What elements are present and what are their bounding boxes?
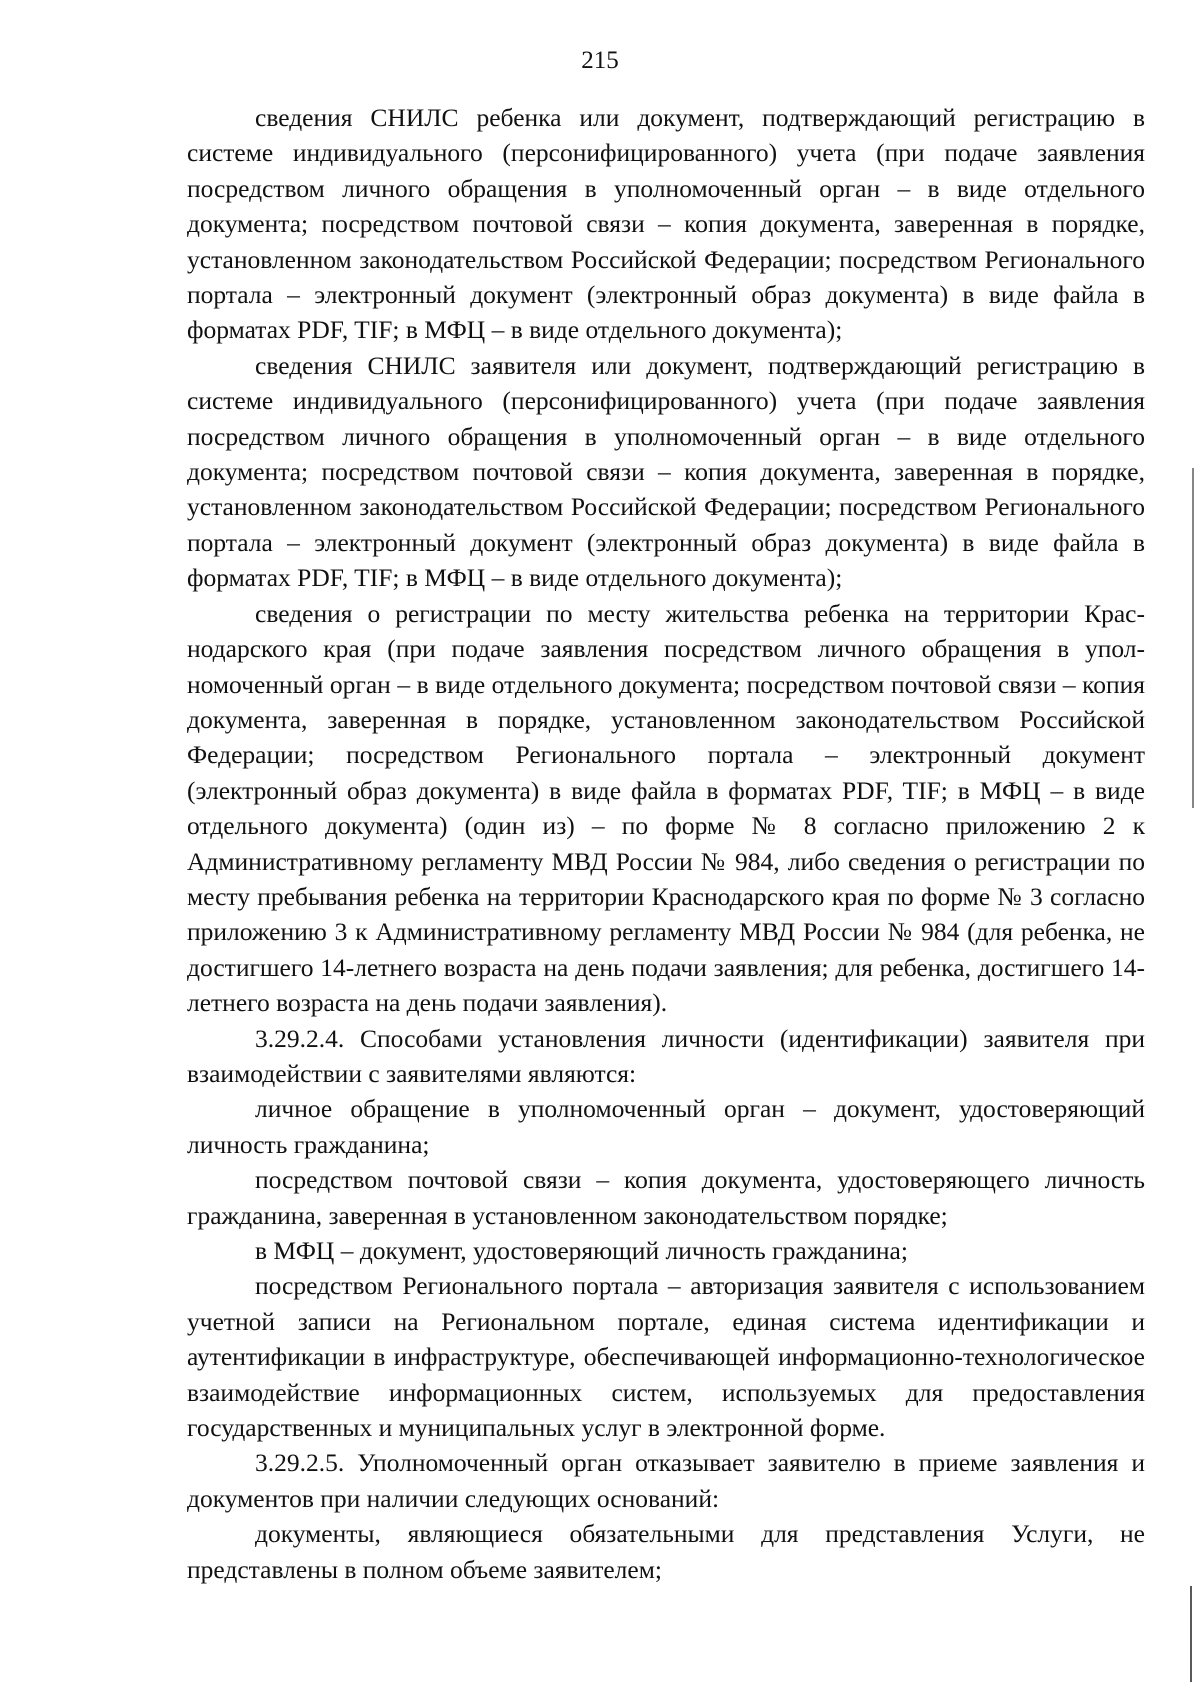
paragraph-snils-applicant: сведения СНИЛС заявителя или документ, подтверждающий регистрацию в системе индивидуального (персонифицированного) учета (при подаче заявления посредством личного обращения в уполномоченный орган – в виде отдельного документа; посредством почтовой связи – копия документа, заверенная в порядке, установленном законодательством Российской Федерации; посредством Регионального портала – электронный документ (электронный образ документа) в виде файла в форматах PDF, TIF; в МФЦ – в виде отдельного документа); <box>187 350 1145 593</box>
document-body <box>187 100 1145 1587</box>
paragraph-regional-portal: посредством Регионального портала – авторизация заявителя с использованием учетной записи на Региональном портале, единая система идентификации и аутентификации в инфраструктуре, обеспечивающей информационно-технологическое взаимодействие информационных систем, используемых для предоставления государственных и муниципальных услуг в электронной форме. <box>187 1271 1145 1443</box>
scan-mark-upper <box>1192 468 1194 808</box>
paragraph-snils-child: сведения СНИЛС ребенка или документ, подтверждающий регистрацию в системе индивидуального (персонифицированного) учета (при подаче заявления посредством личного обращения в уполномоченный орган – в виде отдельного документа; посредством почтовой связи – копия документа, заверенная в порядке, установленном законодательством Российской Федерации; посредством Регионального портала – электронный документ (электронный образ документа) в виде файла в форматах PDF, TIF; в МФЦ – в виде отдельного документа); <box>187 103 1145 345</box>
paragraph-registration-info: сведения о регистрации по месту жительства ребенка на территории Краснодарского края (при подаче заявления посредством личного обращения в уполномоченный орган – в виде отдельного документа; посредством почтовой связи – копия документа, заверенная в порядке, установленном законодательством Российской Федерации; посредством Регионального портала – электронный документ (электронный образ документа) в виде файла в форматах PDF, TIF; в МФЦ – в виде отдельного документа) (один из) – по форме № 8 согласно приложению 2 к Административному регламенту МВД России № 984, либо сведения о регистрации по месту пребывания ребенка на территории Краснодарского края по форме № 3 согласно приложению 3 к Административному регламенту МВД России № 984 (для ребенка, не достигшего 14-летнего возраста на день подачи заявления; для ребенка, достигшего 14-летнего возраста на день подачи заявления). <box>187 598 1145 1018</box>
page-number: 215 <box>581 47 619 74</box>
paragraph-documents-incomplete: документы, являющиеся обязательными для представления Услуги, не представлены в полном объеме заявителем; <box>187 1519 1145 1584</box>
paragraph-postal: посредством почтовой связи – копия документа, удостоверяющего личность гражданина, заверенная в установленном законодательством порядке; <box>187 1165 1145 1230</box>
paragraph-3-29-2-4: 3.29.2.4. Способами установления личности (идентификации) заявителя при взаимодействии с заявителями являются: <box>187 1023 1145 1088</box>
paragraph-personal-appeal: личное обращение в уполномоченный орган – документ, удостоверяющий личность гражданина; <box>187 1094 1145 1159</box>
paragraph-mfc: в МФЦ – документ, удостоверяющий личность гражданина; <box>255 1236 908 1265</box>
paragraph-3-29-2-5: 3.29.2.5. Уполномоченный орган отказывает заявителю в приеме заявления и документов при наличии следующих оснований: <box>187 1448 1145 1513</box>
scan-mark-lower <box>1190 1586 1192 1682</box>
